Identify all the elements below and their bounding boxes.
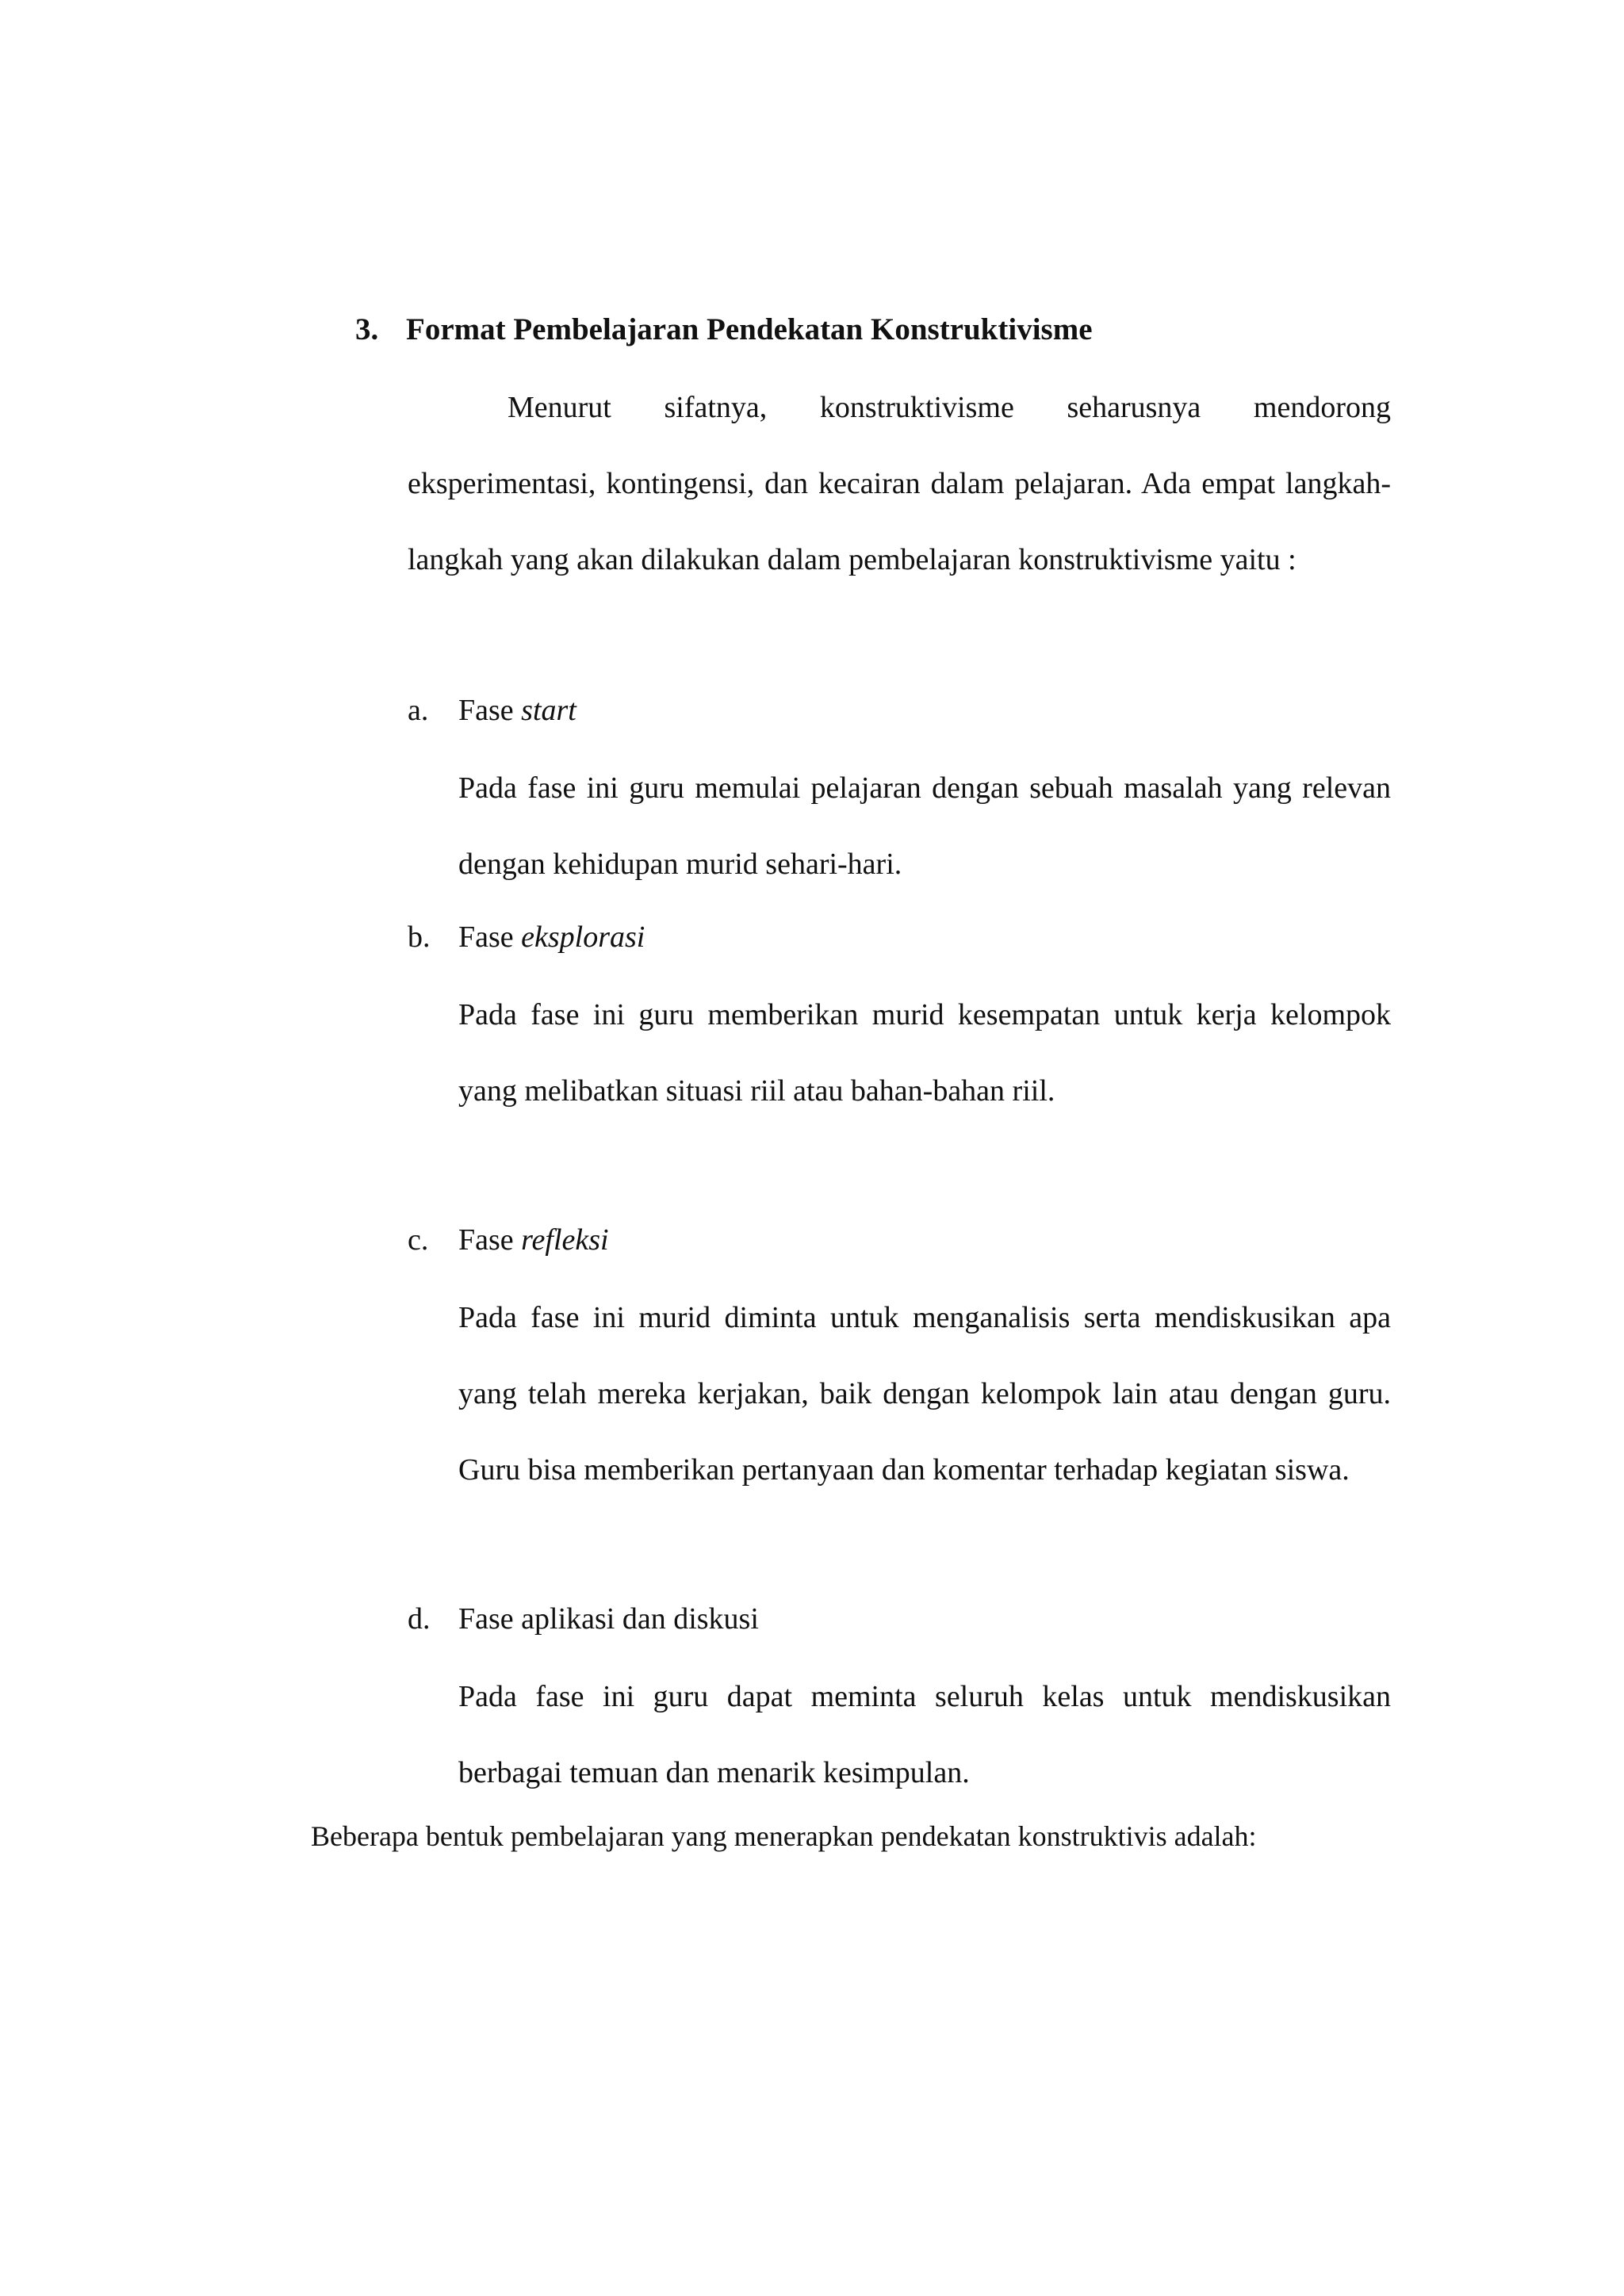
section-title: Format Pembelajaran Pendekatan Konstruktivisme <box>406 312 1093 346</box>
phase-b-term: eksplorasi <box>521 920 645 954</box>
phase-b-description: Pada fase ini guru memberikan murid kesempatan untuk kerja kelompok yang melibatkan situasi riil atau bahan-bahan riil. <box>458 998 1391 1108</box>
phase-d-label <box>408 1595 759 1643</box>
phase-c-letter: c. <box>408 1223 429 1257</box>
phase-b-prefix: Fase <box>458 920 522 954</box>
phase-a-label <box>408 687 576 734</box>
phase-d-term: aplikasi dan diskusi <box>521 1602 759 1636</box>
section-number: 3. <box>355 312 379 346</box>
phase-c-label <box>408 1216 609 1264</box>
phase-a-letter: a. <box>408 694 429 727</box>
phase-a-term: start <box>521 694 576 727</box>
phase-c-prefix: Fase <box>458 1223 522 1257</box>
phase-d-letter: d. <box>408 1602 431 1636</box>
phase-a-prefix: Fase <box>458 694 522 727</box>
phase-d-prefix: Fase <box>458 1602 522 1636</box>
phase-b-letter: b. <box>408 920 431 954</box>
phase-d-description: Pada fase ini guru dapat meminta seluruh kelas untuk mendiskusikan berbagai temuan dan menarik kesimpulan. <box>458 1680 1391 1789</box>
closing-sentence: Beberapa bentuk pembelajaran yang menerapkan pendekatan konstruktivis adalah: <box>311 1820 1257 1852</box>
phase-c-description: Pada fase ini murid diminta untuk menganalisis serta mendiskusikan apa yang telah mereka kerjakan, baik dengan kelompok lain atau dengan guru. Guru bisa memberikan pertanyaan dan komentar terhadap kegiatan siswa. <box>458 1301 1391 1487</box>
phase-a-description: Pada fase ini guru memulai pelajaran dengan sebuah masalah yang relevan dengan kehidupan murid sehari-hari. <box>458 771 1391 881</box>
section-heading <box>355 306 1093 354</box>
phase-c-term: refleksi <box>521 1223 609 1257</box>
phase-b-label <box>408 913 645 961</box>
intro-paragraph: Menurut sifatnya, konstruktivisme seharusnya mendorong eksperimentasi, kontingensi, dan kecairan dalam pelajaran. Ada empat langkah-langkah yang akan dilakukan dalam pembelajaran konstruktivisme yaitu : <box>408 391 1391 576</box>
